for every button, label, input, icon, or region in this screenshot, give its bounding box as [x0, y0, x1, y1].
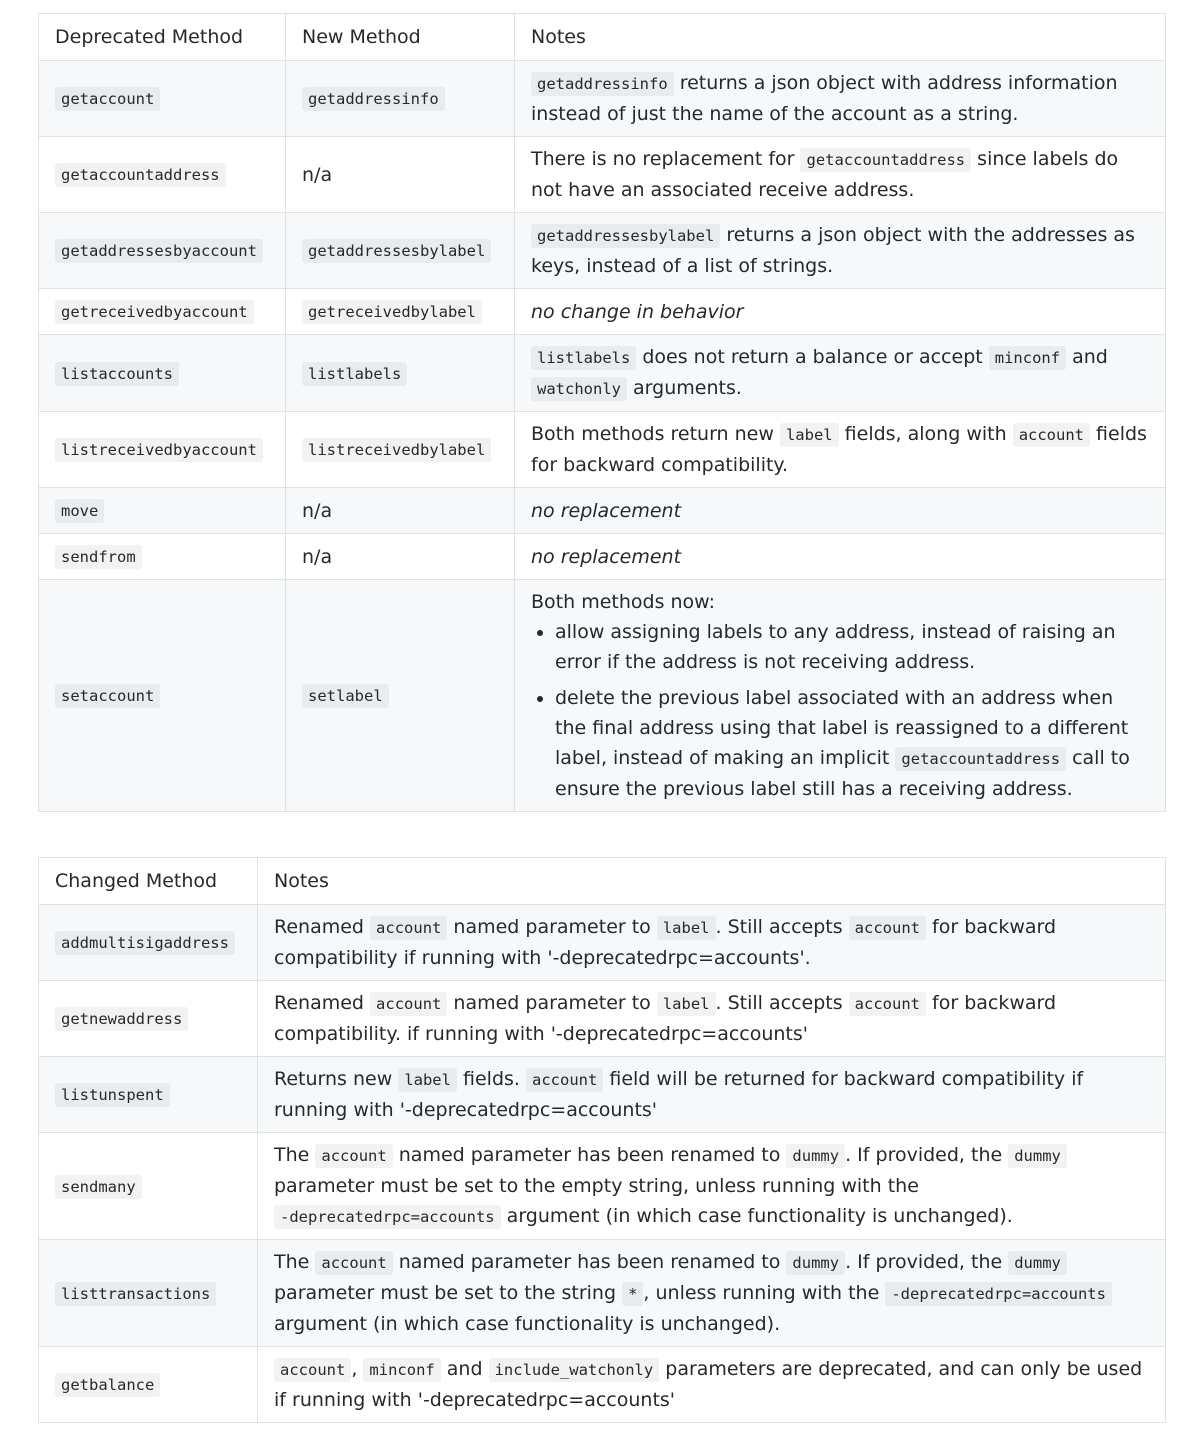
deprecated-method-name: getreceivedbyaccount: [55, 300, 254, 324]
deprecated-method-cell: [39, 61, 286, 137]
inline-code: getaddressinfo: [531, 72, 674, 96]
italic-note: no replacement: [531, 545, 682, 568]
inline-code: label: [780, 423, 839, 447]
deprecated-method-cell: [39, 412, 286, 488]
inline-code: account: [274, 1358, 351, 1382]
inline-code: account: [315, 1144, 392, 1168]
new-method-name: n/a: [302, 545, 333, 568]
new-method-name: n/a: [302, 163, 333, 186]
notes-cell: [515, 412, 1166, 488]
note-text: named parameter has been renamed to: [392, 1144, 787, 1166]
notes-bullet-list: [531, 617, 1147, 804]
table-row: [39, 905, 1166, 981]
note-text: named parameter to: [447, 916, 657, 938]
new-method-cell: [286, 213, 515, 289]
deprecated-method-name: getaccountaddress: [55, 163, 226, 187]
new-method-cell: [286, 289, 515, 335]
note-text: . Still accepts: [715, 992, 849, 1014]
note-text: and: [440, 1358, 489, 1380]
changed-method-name: getbalance: [55, 1373, 160, 1397]
deprecated-method-name: sendfrom: [55, 545, 142, 569]
note-text: Both methods return new: [531, 423, 780, 445]
italic-note: no change in behavior: [531, 300, 744, 323]
notes-cell: [258, 905, 1166, 981]
note-text: arguments.: [627, 377, 742, 399]
notes-paragraph: [531, 542, 1147, 572]
table-row: [39, 488, 1166, 534]
deprecated-method-cell: [39, 580, 286, 812]
deprecated-method-cell: [39, 213, 286, 289]
note-text: fields, along with: [838, 423, 1013, 445]
deprecated-method-name: listreceivedbyaccount: [55, 438, 263, 462]
table-row: [39, 289, 1166, 335]
note-text: ,: [351, 1358, 364, 1380]
table-row: [39, 981, 1166, 1057]
new-method-cell: [286, 580, 515, 812]
table-row: [39, 335, 1166, 412]
new-method-name: getaddressesbylabel: [302, 239, 491, 263]
changed-methods-table: [38, 857, 1166, 1423]
note-text: parameter must be set to the string: [274, 1282, 623, 1304]
new-method-cell: [286, 488, 515, 534]
deprecated-method-cell: [39, 534, 286, 580]
deprecated-method-name: setaccount: [55, 684, 160, 708]
changed-method-cell: [39, 981, 258, 1057]
inline-code: account: [370, 992, 447, 1016]
notes-paragraph: [531, 342, 1147, 404]
notes-cell: [258, 1347, 1166, 1423]
changed-method-name: addmultisigaddress: [55, 931, 235, 955]
note-text: returns a json object with address information instead of just the name of the account as a string.: [531, 72, 1118, 125]
inline-code: -deprecatedrpc=accounts: [885, 1282, 1112, 1306]
table-row: [39, 412, 1166, 488]
notes-cell: [258, 1133, 1166, 1240]
note-text: Returns new: [274, 1068, 399, 1090]
note-text: argument (in which case functionality is unchanged).: [274, 1313, 781, 1335]
inline-code: dummy: [786, 1144, 845, 1168]
note-text: named parameter to: [447, 992, 657, 1014]
notes-cell: [515, 137, 1166, 213]
note-text: fields for backward compatibility.: [531, 423, 1147, 476]
inline-code: account: [526, 1068, 603, 1092]
notes-cell: [258, 1057, 1166, 1133]
changed-method-cell: [39, 1347, 258, 1423]
list-item: [555, 683, 1147, 804]
note-text: call to ensure the previous label still has a receiving address.: [555, 747, 1130, 800]
note-text: and: [1066, 346, 1108, 368]
new-method-name: listreceivedbylabel: [302, 438, 491, 462]
deprecated-method-name: getaccount: [55, 87, 160, 111]
changed-method-name: listtransactions: [55, 1282, 216, 1306]
inline-code: dummy: [786, 1251, 845, 1275]
list-item: [555, 617, 1147, 677]
new-method-name: setlabel: [302, 684, 389, 708]
inline-code: account: [315, 1251, 392, 1275]
changed-method-cell: [39, 905, 258, 981]
notes-cell: [515, 580, 1166, 812]
header-deprecated-method: Deprecated Method: [39, 14, 286, 61]
new-method-name: n/a: [302, 499, 333, 522]
note-text: delete the previous label associated with an address when the final address using that label is reassigned to a different label, instead of making an implicit: [555, 687, 1129, 769]
new-method-name: listlabels: [302, 362, 407, 386]
inline-code: getaccountaddress: [800, 148, 971, 172]
inline-code: dummy: [1008, 1251, 1067, 1275]
inline-code: label: [657, 992, 716, 1016]
deprecated-methods-table: [38, 13, 1166, 812]
note-text: . Still accepts: [715, 916, 849, 938]
note-text: Both methods now:: [531, 591, 716, 613]
deprecated-method-name: listaccounts: [55, 362, 179, 386]
note-text: field will be returned for backward compatibility if running with '-deprecatedrpc=accounts': [274, 1068, 1084, 1121]
header-notes: Notes: [258, 858, 1166, 905]
deprecated-method-name: getaddressesbyaccount: [55, 239, 263, 263]
inline-code: watchonly: [531, 377, 627, 401]
changed-method-name: listunspent: [55, 1083, 170, 1107]
note-text: parameter must be set to the empty string, unless running with the: [274, 1175, 919, 1197]
table-row: [39, 534, 1166, 580]
deprecated-method-cell: [39, 289, 286, 335]
header-new-method: New Method: [286, 14, 515, 61]
italic-note: no replacement: [531, 499, 682, 522]
new-method-cell: [286, 137, 515, 213]
table-header-row: [39, 858, 1166, 905]
new-method-cell: [286, 534, 515, 580]
note-text: does not return a balance or accept: [636, 346, 989, 368]
new-method-cell: [286, 335, 515, 412]
inline-code: dummy: [1008, 1144, 1067, 1168]
note-text: parameters are deprecated, and can only be used if running with '-deprecatedrpc=accounts': [274, 1358, 1143, 1411]
note-text: for backward compatibility if running with '-deprecatedrpc=accounts'.: [274, 916, 1057, 969]
changed-method-cell: [39, 1133, 258, 1240]
note-text: , unless running with the: [643, 1282, 886, 1304]
new-method-name: getreceivedbylabel: [302, 300, 482, 324]
notes-cell: [515, 213, 1166, 289]
deprecated-method-cell: [39, 137, 286, 213]
note-text: The: [274, 1251, 316, 1273]
inline-code: *: [622, 1282, 643, 1306]
deprecated-method-cell: [39, 488, 286, 534]
note-text: argument (in which case functionality is unchanged).: [500, 1205, 1013, 1227]
notes-paragraph: [531, 144, 1147, 205]
notes-paragraph: [531, 496, 1147, 526]
table-row: [39, 1240, 1166, 1347]
notes-cell: [515, 534, 1166, 580]
note-text: Renamed: [274, 992, 371, 1014]
inline-code: account: [849, 916, 926, 940]
note-text: named parameter has been renamed to: [392, 1251, 787, 1273]
new-method-name: getaddressinfo: [302, 87, 445, 111]
table-row: [39, 1133, 1166, 1240]
inline-code: getaddressesbylabel: [531, 224, 720, 248]
note-text: Renamed: [274, 916, 371, 938]
deprecated-method-cell: [39, 335, 286, 412]
inline-code: label: [398, 1068, 457, 1092]
header-changed-method: Changed Method: [39, 858, 258, 905]
header-notes: Notes: [515, 14, 1166, 61]
inline-code: include_watchonly: [489, 1358, 660, 1382]
changed-method-cell: [39, 1057, 258, 1133]
table-header-row: [39, 14, 1166, 61]
table-row: [39, 137, 1166, 213]
new-method-cell: [286, 61, 515, 137]
note-text: The: [274, 1144, 316, 1166]
new-method-cell: [286, 412, 515, 488]
notes-cell: [515, 488, 1166, 534]
note-text: since labels do not have an associated receive address.: [531, 148, 1119, 201]
table-row: [39, 580, 1166, 812]
changed-method-cell: [39, 1240, 258, 1347]
table-row: [39, 1347, 1166, 1423]
deprecated-method-name: move: [55, 499, 104, 523]
note-text: fields.: [456, 1068, 526, 1090]
notes-cell: [258, 1240, 1166, 1347]
note-text: for backward compatibility. if running with '-deprecatedrpc=accounts': [274, 992, 1057, 1045]
notes-cell: [515, 335, 1166, 412]
note-text: . If provided, the: [845, 1144, 1009, 1166]
inline-code: account: [370, 916, 447, 940]
note-text: There is no replacement for: [531, 148, 801, 170]
inline-code: label: [657, 916, 716, 940]
notes-paragraph: [531, 419, 1147, 480]
inline-code: minconf: [989, 346, 1066, 370]
inline-code: getaccountaddress: [895, 747, 1066, 771]
notes-cell: [515, 289, 1166, 335]
inline-code: account: [849, 992, 926, 1016]
table-row: [39, 213, 1166, 289]
changed-method-name: sendmany: [55, 1175, 142, 1199]
note-text: allow assigning labels to any address, instead of raising an error if the address is not receiving address.: [555, 621, 1116, 673]
notes-paragraph: [531, 587, 1147, 617]
inline-code: -deprecatedrpc=accounts: [274, 1205, 501, 1229]
note-text: . If provided, the: [845, 1251, 1009, 1273]
inline-code: listlabels: [531, 346, 636, 370]
inline-code: account: [1013, 423, 1090, 447]
notes-cell: [258, 981, 1166, 1057]
notes-paragraph: [531, 68, 1147, 129]
note-text: returns a json object with the addresses as keys, instead of a list of strings.: [531, 224, 1135, 277]
changed-method-name: getnewaddress: [55, 1007, 188, 1031]
notes-cell: [515, 61, 1166, 137]
table-row: [39, 61, 1166, 137]
table-row: [39, 1057, 1166, 1133]
inline-code: minconf: [363, 1358, 440, 1382]
notes-paragraph: [531, 297, 1147, 327]
notes-paragraph: [531, 220, 1147, 281]
